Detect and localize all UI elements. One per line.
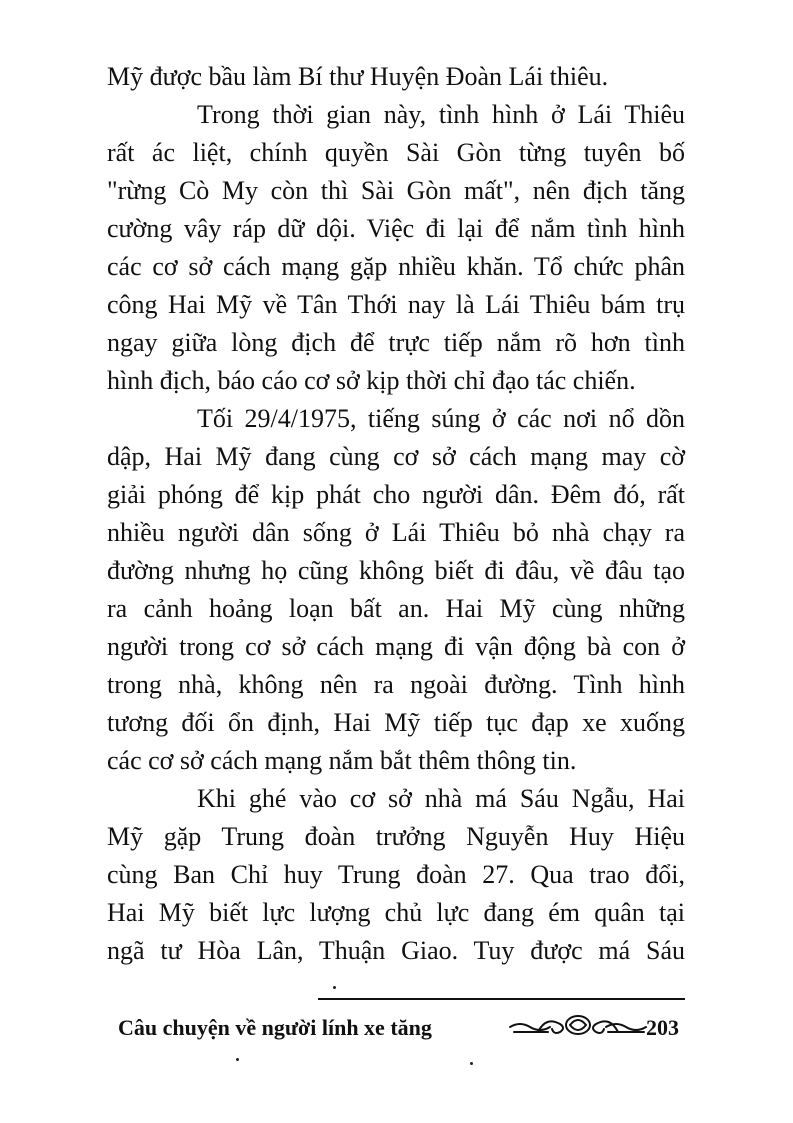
paragraph-start-line: Khi ghé vào cơ sở nhà má Sáu Ngẫu, Hai	[197, 784, 685, 813]
text-line: các cơ sở cách mạng gặp nhiều khăn. Tổ chức phân	[107, 252, 685, 281]
text-line: cường vây ráp dữ dội. Việc đi lại để nắm tình hình	[107, 214, 685, 243]
text-line: hình địch, báo cáo cơ sở kịp thời chỉ đạo tác chiến.	[107, 366, 636, 395]
page-number: 203	[646, 1015, 679, 1040]
text-line: các cơ sở cách mạng nắm bắt thêm thông tin.	[107, 746, 577, 775]
scan-speck	[236, 1058, 239, 1061]
paragraph-start-line: Trong thời gian này, tình hình ở Lái Thiêu	[197, 100, 685, 129]
decorative-swirl-ornament-icon	[508, 1010, 648, 1040]
text-line: giải phóng để kịp phát cho người dân. Đêm đó, rất	[107, 480, 685, 509]
footer-divider	[318, 998, 685, 1000]
text-line: ngã tư Hòa Lân, Thuận Giao. Tuy được má Sáu	[107, 936, 685, 965]
running-footer-title: Câu chuyện về người lính xe tăng	[118, 1015, 432, 1040]
text-line: "rừng Cò My còn thì Sài Gòn mất", nên địch tăng	[107, 176, 685, 205]
text-line: ra cảnh hoảng loạn bất an. Hai Mỹ cùng những	[107, 594, 685, 623]
text-line: cùng Ban Chỉ huy Trung đoàn 27. Qua trao đổi,	[107, 860, 685, 889]
text-line: Hai Mỹ biết lực lượng chủ lực đang ém quân tại	[107, 898, 685, 927]
text-line: Mỹ được bầu làm Bí thư Huyện Đoàn Lái thiêu.	[107, 62, 609, 91]
scan-speck	[333, 986, 336, 989]
text-line: người trong cơ sở cách mạng đi vận động bà con ở	[107, 632, 685, 661]
text-line: nhiều người dân sống ở Lái Thiêu bỏ nhà chạy ra	[107, 518, 685, 547]
text-line: tương đối ổn định, Hai Mỹ tiếp tục đạp xe xuống	[107, 708, 685, 737]
text-line: đường nhưng họ cũng không biết đi đâu, về đâu tạo	[107, 556, 685, 585]
paragraph-start-line: Tối 29/4/1975, tiếng súng ở các nơi nổ dồn	[197, 404, 685, 433]
text-line: trong nhà, không nên ra ngoài đường. Tình hình	[107, 670, 685, 699]
scan-speck	[470, 1062, 473, 1065]
text-line: rất ác liệt, chính quyền Sài Gòn từng tuyên bố	[107, 138, 685, 167]
text-line: dập, Hai Mỹ đang cùng cơ sở cách mạng may cờ	[107, 442, 685, 471]
text-line: công Hai Mỹ về Tân Thới nay là Lái Thiêu bám trụ	[107, 290, 685, 319]
text-line: Mỹ gặp Trung đoàn trưởng Nguyễn Huy Hiệu	[107, 822, 685, 851]
text-line: ngay giữa lòng địch để trực tiếp nắm rõ hơn tình	[107, 328, 685, 357]
